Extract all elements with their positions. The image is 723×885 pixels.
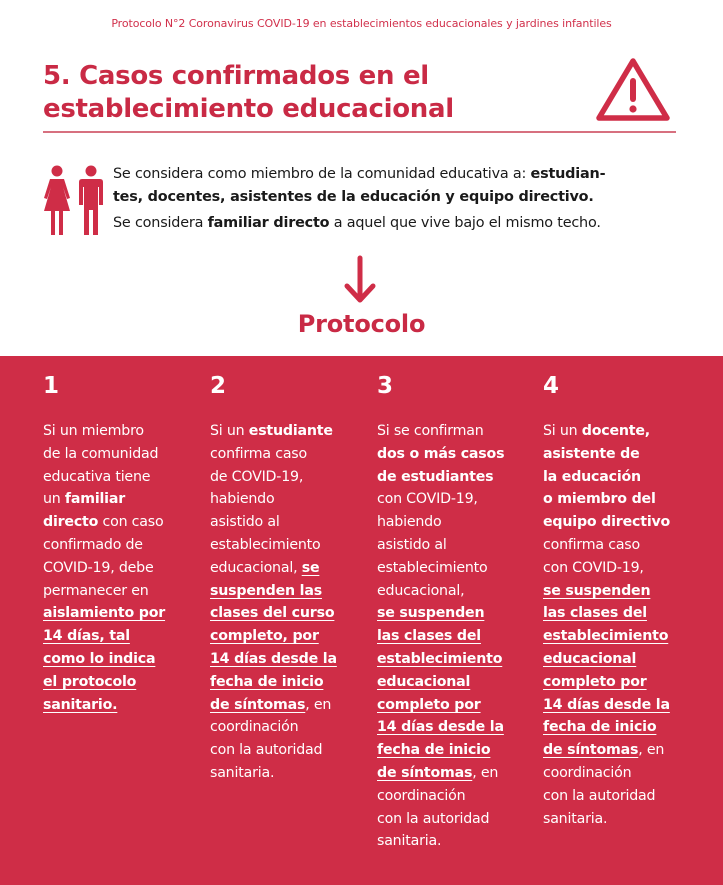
step-text-line: de COVID-19, [210, 468, 304, 485]
step-text-line: fecha de inicio [377, 742, 491, 759]
step-text-line: establecimiento [210, 536, 321, 553]
step-number: 2 [210, 373, 227, 399]
step-text-line: educacional, se [210, 559, 320, 576]
step-text-line: la educación [543, 468, 641, 485]
step-text-line: completo por [543, 673, 647, 690]
document-header: Protocolo N°2 Coronavirus COVID-19 en establecimientos educacionales y jardines infantiles [111, 17, 612, 30]
protocol-step-4 [543, 372, 670, 830]
step-text [543, 420, 670, 830]
step-text-line: coordinación [377, 787, 466, 804]
section-title-line-1: 5. Casos confirmados en el [43, 61, 429, 91]
protocol-step-3 [377, 372, 504, 853]
step-text-line: educacional [543, 650, 637, 667]
intro-text [113, 163, 683, 235]
step-text-line: asistido al [210, 514, 280, 531]
step-number: 3 [377, 373, 394, 399]
step-text-line: educacional [377, 673, 471, 690]
step-number: 1 [43, 373, 60, 399]
step-number: 4 [543, 373, 560, 399]
step-text-line: con la autoridad [543, 787, 656, 804]
step-text-line: directo con caso [43, 514, 164, 531]
step-text-line: con la autoridad [377, 810, 490, 827]
protocol-step-1 [43, 372, 165, 716]
step-text [377, 420, 504, 853]
step-text-line: con COVID-19, [543, 559, 644, 576]
step-text [43, 420, 165, 716]
step-text-line: habiendo [377, 514, 442, 531]
step-text-line: o miembro del [543, 491, 656, 508]
step-text-line: 14 días desde la [377, 719, 504, 736]
step-text-line: coordinación [543, 764, 632, 781]
step-text-line: educacional, [377, 582, 465, 599]
step-text-line: equipo directivo [543, 514, 671, 531]
step-text-line: completo por [377, 696, 481, 713]
title-divider [43, 131, 676, 133]
step-text-line: fecha de inicio [543, 719, 657, 736]
step-text-line: sanitario. [43, 696, 118, 713]
step-text-line: las clases del [377, 628, 481, 645]
step-text-line: completo, por [210, 628, 319, 645]
step-text-line: permanecer en [43, 582, 149, 599]
family-definition: Se considera familiar directo a aquel que vive bajo el mismo techo. [113, 215, 601, 231]
protocol-panel [0, 356, 723, 885]
step-text-line: Si un miembro [43, 423, 144, 439]
step-text-line: como lo indica [43, 650, 156, 667]
step-text-line: de síntomas, en [210, 696, 332, 713]
step-text-line: 14 días desde la [210, 650, 337, 667]
step-text-line: se suspenden [377, 605, 485, 622]
step-text-line: con la autoridad [210, 742, 323, 759]
step-text-line: fecha de inicio [210, 673, 324, 690]
people-icon [40, 165, 108, 237]
step-text-line: aislamiento por [43, 605, 166, 622]
step-text-line: clases del curso [210, 605, 335, 622]
step-text-line: 14 días desde la [543, 696, 670, 713]
step-text-line: asistente de [543, 445, 640, 462]
step-text-line: confirma caso [543, 536, 640, 553]
step-text-line: dos o más casos [377, 445, 505, 462]
step-text-line: se suspenden [543, 582, 651, 599]
step-text-line: coordinación [210, 719, 299, 736]
step-text-line: el protocolo [43, 673, 137, 690]
step-text-line: de la comunidad [43, 445, 159, 462]
step-text-line: con COVID-19, [377, 491, 478, 508]
step-text-line: un familiar [43, 491, 125, 508]
step-text-line: confirma caso [210, 445, 307, 462]
warning-triangle-icon [594, 56, 672, 124]
protocol-step-2 [210, 372, 337, 785]
step-text-line: de estudiantes [377, 468, 494, 485]
step-text-line: establecimiento [377, 559, 488, 576]
step-text-line: asistido al [377, 536, 447, 553]
step-text-line: Si un estudiante [210, 423, 333, 439]
section-title-line-2: establecimiento educacional [43, 94, 454, 124]
arrow-down-icon [343, 255, 377, 305]
step-text-line: suspenden las [210, 582, 322, 599]
section-title [43, 60, 563, 126]
step-text-line: sanitaria. [377, 833, 442, 850]
community-definition: Se considera como miembro de la comunidad educativa a: estudian- tes, docentes, asistentes de la educación y equipo directivo. [113, 166, 606, 205]
step-text-line: sanitaria. [543, 810, 608, 827]
step-text-line: Si se confirman [377, 423, 484, 439]
step-text-line: establecimiento [543, 628, 669, 645]
step-text-line: Si un docente, [543, 423, 650, 439]
step-text-line: de síntomas, en [543, 742, 665, 759]
step-text-line: confirmado de [43, 536, 143, 553]
step-text [210, 420, 337, 785]
protocol-title: Protocolo [297, 310, 426, 338]
step-text-line: habiendo [210, 491, 275, 508]
step-text-line: las clases del [543, 605, 647, 622]
step-text-line: COVID-19, debe [43, 559, 154, 576]
step-text-line: sanitaria. [210, 764, 275, 781]
step-text-line: establecimiento [377, 650, 503, 667]
step-text-line: educativa tiene [43, 468, 151, 485]
step-text-line: 14 días, tal [43, 628, 130, 645]
step-text-line: de síntomas, en [377, 764, 499, 781]
